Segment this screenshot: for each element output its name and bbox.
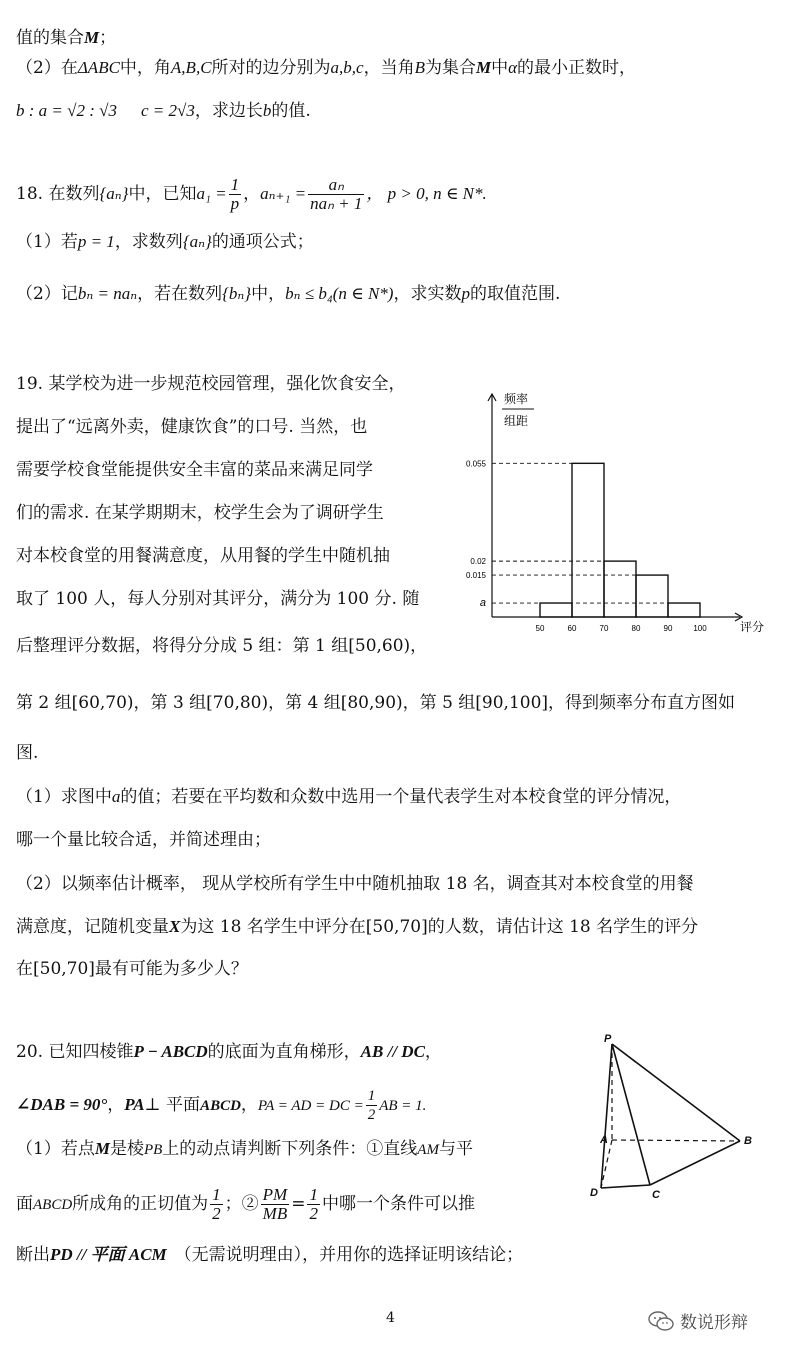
xtick-label: 80 <box>631 624 641 633</box>
denominator: MB <box>262 1204 288 1223</box>
text: ，当角 <box>363 58 415 78</box>
text: ；② <box>224 1194 259 1214</box>
text: ⊥ 平面 <box>144 1095 201 1115</box>
prev-question-part-2-cont <box>16 99 311 123</box>
pyramid-figure <box>560 1030 780 1210</box>
q19-line-5: 对本校食堂的用餐满意度，从用餐的学生中随机抽 <box>16 546 390 566</box>
ytick-label: 0.015 <box>465 571 486 581</box>
watermark <box>648 1308 748 1333</box>
numerator: 1 <box>309 1185 318 1204</box>
text: 满意度，记随机变量 <box>16 917 169 937</box>
math-an1: aₙ₊₁ = <box>260 184 307 203</box>
math-p: p <box>461 284 470 303</box>
text: ，求数列 <box>114 232 183 252</box>
math-X: X <box>169 917 181 936</box>
numerator: PM <box>262 1185 288 1204</box>
denominator: 2 <box>212 1204 221 1223</box>
q19-part-1 <box>16 785 681 809</box>
text: 与平 <box>438 1139 473 1159</box>
q19-part-2: （2）以频率估计概率， 现从学校所有学生中中随机抽取 18 名，调查其对本校食堂的用餐 <box>16 874 694 894</box>
text: 的取值范围. <box>469 284 561 304</box>
text: 面 <box>16 1194 33 1214</box>
q19-line-7: 后整理评分数据，将得分分成 5 组：第 1 组[50,60)， <box>16 636 428 656</box>
y-tick-labels <box>466 459 487 609</box>
label-P: P <box>604 1033 612 1045</box>
bar-[50,60) <box>540 603 572 617</box>
frequency-histogram <box>440 385 780 645</box>
text: ， <box>240 1095 258 1115</box>
edge-CB <box>650 1141 740 1185</box>
wechat-icon <box>648 1310 674 1332</box>
dashed-guides <box>492 463 668 603</box>
text: 为这 18 名学生中评分在[50,70]的人数，请估计这 18 名学生的评分 <box>180 917 699 937</box>
denominator: 2 <box>309 1204 318 1223</box>
label-B: B <box>744 1135 752 1147</box>
text: 所成角的正切值为 <box>72 1194 209 1214</box>
bar-[70,80) <box>604 561 636 617</box>
ytick-label: 0.055 <box>465 459 486 469</box>
math-triangle: ΔABC <box>77 58 120 77</box>
bar-[60,70) <box>572 463 604 617</box>
xtick-label: 50 <box>535 624 545 633</box>
text: 20. 已知四棱锥 <box>16 1042 134 1062</box>
text: 为集合 <box>424 58 476 78</box>
q19-line-1: 19. 某学校为进一步规范校园管理，强化饮食安全， <box>16 374 406 394</box>
math-a: a <box>111 787 121 806</box>
q19-part-2-end: 在[50,70]最有可能为多少人？ <box>16 959 248 979</box>
math-cond: p = 1 <box>77 232 115 251</box>
text: ， <box>107 1095 125 1115</box>
label-D: D <box>590 1187 598 1199</box>
math-eq: PA = AD = DC = <box>257 1098 364 1114</box>
q19-part-2-cont <box>16 915 698 939</box>
math-seq: {aₙ} <box>182 232 212 251</box>
math-seq: {aₙ} <box>99 184 129 203</box>
q18-part-1 <box>16 230 314 254</box>
label-A: A <box>600 1134 608 1146</box>
numerator: 1 <box>367 1088 376 1104</box>
edge-PB <box>612 1044 740 1141</box>
q19-line-4: 们的需求. 在某学期期末，校学生会为了调研学生 <box>16 503 384 523</box>
xlabel: 评分 <box>740 620 765 634</box>
math-cond: PD // 平面 ACM <box>50 1245 167 1264</box>
numerator: 1 <box>212 1185 221 1204</box>
text: 的值. <box>271 101 311 121</box>
text: （1）若点 <box>16 1139 95 1159</box>
q19-line-6: 取了 100 人，每人分别对其评分，满分为 100 分. 随 <box>16 589 420 609</box>
fraction-1-over-p <box>229 176 242 213</box>
q19-line-3: 需要学校食堂能提供安全丰富的菜品来满足同学 <box>16 460 373 480</box>
q18-part-2 <box>16 282 560 306</box>
edge-AB-hidden <box>612 1140 740 1141</box>
xtick-label: 70 <box>599 624 609 633</box>
math-b: b <box>262 101 272 120</box>
text: 中哪一个条件可以推 <box>321 1194 475 1214</box>
math-PA: PA <box>124 1095 145 1114</box>
math-M: M <box>475 58 492 77</box>
watermark-text: 数说形辩 <box>680 1313 748 1333</box>
edge-DC <box>601 1185 650 1188</box>
text: ， <box>243 184 261 204</box>
q19-line-8: 第 2 组[60,70)，第 3 组[70,80)，第 4 组[80,90)，第 5 组[90,100]，得到频率分布直方图如 <box>16 693 736 713</box>
text: ； <box>99 28 117 48</box>
q19-part-1-cont: 哪一个量比较合适，并简述理由； <box>16 830 271 850</box>
x-tick-labels <box>536 624 708 633</box>
q20-stem-1 <box>16 1040 442 1064</box>
prev-question-part-2 <box>16 56 636 80</box>
denominator: 2 <box>367 1107 376 1123</box>
text: 18. 在数列 <box>16 184 100 204</box>
y-axis-label <box>502 391 534 428</box>
text: 的底面为直角梯形， <box>207 1042 361 1062</box>
text: 中，角 <box>119 58 171 78</box>
math-angle: ∠DAB = 90° <box>16 1095 108 1114</box>
math-def: bₙ = naₙ <box>77 284 138 303</box>
fraction-PM-MB <box>261 1186 290 1223</box>
ytick-label: a <box>479 597 486 610</box>
text: 值的集合 <box>16 28 84 48</box>
fraction-half <box>307 1186 320 1223</box>
math-AM: AM <box>417 1142 439 1158</box>
fraction-half <box>210 1186 223 1223</box>
text: 的通项公式； <box>211 232 314 252</box>
text: （1）求图中 <box>16 787 112 807</box>
ylabel-bottom: 组距 <box>504 414 529 428</box>
text: （2）在 <box>16 58 78 78</box>
numerator: 1 <box>230 175 240 194</box>
math-ratio: b : a = √2 : √3 <box>16 101 117 120</box>
text: 上的动点请判断下列条件：①直线 <box>162 1139 418 1159</box>
axes <box>488 394 742 621</box>
text: 是棱 <box>109 1139 144 1159</box>
label-C: C <box>652 1189 660 1201</box>
edge-PC <box>612 1044 650 1185</box>
text: 的值；若要在平均数和众数中选用一个量代表学生对本校食堂的评分情况， <box>120 787 682 807</box>
text: 中，已知 <box>128 184 197 204</box>
ytick-label: 0.02 <box>470 557 486 567</box>
text: ，求边长 <box>194 101 263 121</box>
math-cond: bₙ ≤ b₄(n ∈ N*) <box>285 284 394 303</box>
denominator: naₙ + 1 <box>310 194 363 213</box>
math-angles: A,B,C <box>170 58 212 77</box>
q20-part-1-cont <box>16 1186 475 1223</box>
bars <box>540 463 700 617</box>
math-M: M <box>94 1139 110 1158</box>
fraction-recurrence <box>308 176 364 213</box>
text: ， <box>424 1042 442 1062</box>
text: ，若在数列 <box>137 284 223 304</box>
math-plane: ABCD <box>200 1098 241 1114</box>
numerator: aₙ <box>308 176 364 195</box>
math-a1: a₁ = <box>196 184 227 203</box>
fraction-half <box>366 1087 378 1124</box>
xtick-label: 60 <box>567 624 577 633</box>
q20-part-1-end <box>16 1243 523 1267</box>
math-plane: ABCD <box>33 1197 73 1213</box>
text: 的最小正数时， <box>517 58 637 78</box>
text: 断出 <box>16 1245 50 1265</box>
math-eq-tail: AB = 1. <box>379 1098 427 1114</box>
math-B: B <box>414 58 425 77</box>
q19-line-2: 提出了“远离外卖，健康饮食”的口号. 当然，也 <box>16 417 368 437</box>
bar-[80,90) <box>636 575 668 617</box>
xtick-label: 90 <box>663 624 673 633</box>
q19-line-9: 图. <box>16 743 39 763</box>
text: （无需说明理由），并用你的选择证明该结论； <box>174 1245 524 1265</box>
text: 中 <box>491 58 509 78</box>
math-seq: {bₙ} <box>222 284 252 303</box>
math-c: c = 2√3 <box>140 101 195 120</box>
bar-[90,100] <box>668 603 700 617</box>
text: （2）记 <box>16 284 78 304</box>
text: 所对的边分别为 <box>211 58 331 78</box>
q20-stem-2 <box>16 1087 426 1124</box>
ylabel-top: 频率 <box>504 392 529 406</box>
q18-stem <box>16 176 487 213</box>
math-pyramid: P − ABCD <box>133 1042 208 1061</box>
text: （1）若 <box>16 232 78 252</box>
page-number: 4 <box>386 1310 395 1326</box>
text: ，求实数 <box>393 284 462 304</box>
math-M: M <box>84 28 100 47</box>
math-parallel: AB // DC <box>360 1042 425 1061</box>
math-PB: PB <box>143 1142 163 1158</box>
prev-question-line-1 <box>16 26 116 50</box>
math-alpha: α <box>508 58 518 77</box>
math-sides: a,b,c <box>330 58 364 77</box>
xtick-label: 100 <box>693 624 707 633</box>
math-condition: ， p > 0, n ∈ N*. <box>366 184 487 203</box>
denominator: p <box>230 194 240 213</box>
text: 中， <box>251 284 286 304</box>
q20-part-1 <box>16 1137 473 1162</box>
edge-PD <box>601 1044 612 1188</box>
text: = <box>291 1194 306 1214</box>
